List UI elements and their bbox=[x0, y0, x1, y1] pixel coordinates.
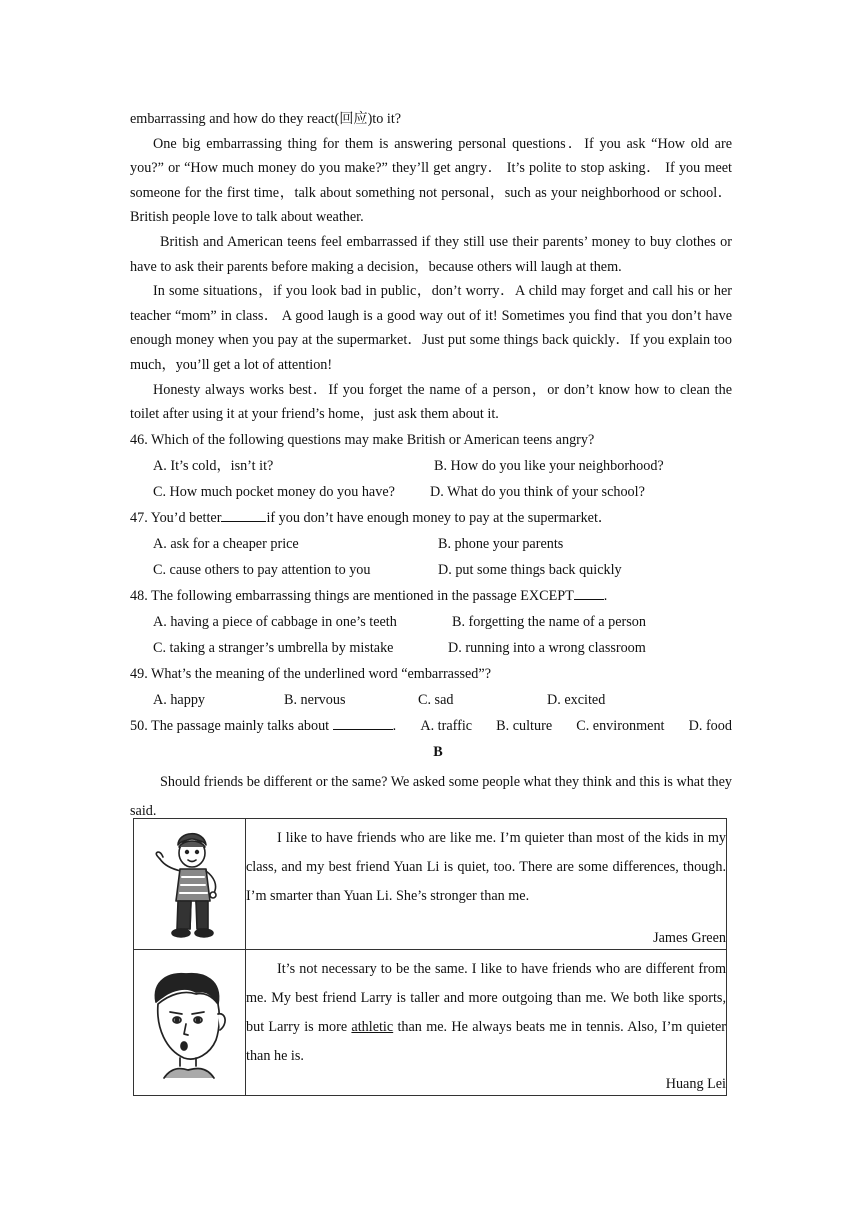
opinion-text: I like to have friends who are like me. I’m quieter than most of the kids in my class, and my best friend Yuan Li is quiet, too. There are some differences, though. I’m smarter than Yuan Li. She’s stronger than me. bbox=[246, 830, 726, 904]
question-50-stem-end: . bbox=[392, 717, 397, 734]
option-50-c[interactable]: C. environment bbox=[576, 717, 665, 734]
option-47-c[interactable]: C. cause others to pay attention to you bbox=[153, 561, 371, 578]
question-46-stem: 46. Which of the following questions may make British or American teens angry? bbox=[130, 431, 595, 448]
passage-paragraph-1: One big embarrassing thing for them is answering personal questions．If you ask “How old are you?” or “How much money do you make?” they’ll get angry． It’s polite to stop asking． If you meet someone for the first time，talk about something not personal，such as your neighborhood or school． British people love to talk about weather. bbox=[130, 135, 732, 226]
question-47-options-row2 bbox=[130, 557, 732, 583]
option-50-b[interactable]: B. culture bbox=[496, 717, 553, 734]
option-48-a[interactable]: A. having a piece of cabbage in one’s teeth bbox=[153, 613, 397, 630]
question-47-options-row1 bbox=[130, 531, 732, 557]
passage-line-question: embarrassing and how do they react(回应)to it? bbox=[130, 111, 402, 127]
table-row bbox=[134, 950, 727, 1095]
option-46-a[interactable]: A. It’s cold，isn’t it? bbox=[153, 457, 274, 474]
option-48-c[interactable]: C. taking a stranger’s umbrella by mistake bbox=[153, 639, 394, 656]
option-46-c[interactable]: C. How much pocket money do you have? bbox=[153, 483, 395, 500]
section-b-intro: Should friends be different or the same? We asked some people what they think and this is what they said. bbox=[130, 773, 733, 819]
question-50-stem-start: 50. The passage mainly talks about bbox=[130, 717, 330, 734]
option-47-d[interactable]: D. put some things back quickly bbox=[438, 561, 622, 578]
author-name: Huang Lei bbox=[665, 1075, 726, 1092]
author-name: James Green bbox=[653, 930, 726, 947]
option-46-b[interactable]: B. How do you like your neighborhood? bbox=[434, 457, 664, 474]
option-49-d[interactable]: D. excited bbox=[547, 691, 606, 708]
option-48-d[interactable]: D. running into a wrong classroom bbox=[448, 639, 646, 656]
portrait-cell bbox=[134, 950, 246, 1095]
answer-blank bbox=[574, 585, 604, 600]
opinion-text bbox=[246, 955, 726, 1070]
boy-waving-illustration bbox=[134, 819, 245, 947]
opinion-cell bbox=[246, 819, 727, 950]
portrait-cell bbox=[134, 819, 246, 950]
reading-section-a bbox=[130, 107, 732, 826]
question-47-stem bbox=[130, 505, 732, 531]
option-47-a[interactable]: A. ask for a cheaper price bbox=[153, 535, 299, 552]
passage-paragraph-4: Honesty always works best．If you forget the name of a person，or don’t know how to clean the toilet after using it at your friend’s home，just ask them about it. bbox=[130, 381, 732, 423]
option-49-c[interactable]: C. sad bbox=[418, 691, 454, 708]
question-48-stem-end: . bbox=[603, 587, 608, 604]
answer-blank bbox=[221, 507, 266, 522]
option-49-b[interactable]: B. nervous bbox=[284, 691, 346, 708]
boy-face-illustration bbox=[134, 950, 245, 1093]
option-50-d[interactable]: D. food bbox=[688, 717, 732, 734]
option-48-b[interactable]: B. forgetting the name of a person bbox=[452, 613, 646, 630]
opinion-cell bbox=[246, 950, 727, 1095]
question-46-options-row2 bbox=[130, 479, 732, 505]
question-50-stem bbox=[130, 713, 396, 739]
section-b-heading: B bbox=[433, 743, 443, 760]
opinion-text-end: than me. He always beats me in tennis. Also, I’m quieter than he is. bbox=[246, 1018, 727, 1064]
question-50 bbox=[130, 713, 732, 739]
question-47-stem-end: if you don’t have enough money to pay at the supermarket． bbox=[266, 509, 613, 526]
opinion-text-start: It’s not necessary to be the same. I like to have friends who are different from me. My best friend Larry is taller and more outgoing than me. We both like sports, but Larry is more bbox=[246, 961, 726, 1035]
option-49-a[interactable]: A. happy bbox=[153, 691, 206, 708]
question-46-options-row1 bbox=[130, 453, 732, 479]
option-46-d[interactable]: D. What do you think of your school? bbox=[430, 483, 645, 500]
underlined-word: athletic bbox=[351, 1018, 394, 1035]
question-49-options bbox=[130, 687, 732, 713]
question-49-stem: 49. What’s the meaning of the underlined word “embarrassed”? bbox=[130, 665, 491, 682]
question-48-stem bbox=[130, 583, 732, 609]
friends-opinions-table bbox=[133, 818, 727, 1096]
option-47-b[interactable]: B. phone your parents bbox=[438, 535, 564, 552]
table-row bbox=[134, 819, 727, 950]
passage-paragraph-3: In some situations，if you look bad in public，don’t worry．A child may forget and call his or her teacher “mom” in class． A good laugh is a good way out of it! Sometimes you find that you don’t have enough money when you pay at the supermarket．Just put some things back quickly．If you explain too much，you’ll get a lot of attention! bbox=[130, 283, 732, 373]
question-48-stem-start: 48. The following embarrassing things are mentioned in the passage EXCEPT bbox=[130, 587, 574, 604]
answer-blank bbox=[333, 715, 393, 730]
question-48-options-row2 bbox=[130, 635, 732, 661]
passage-paragraph-2: British and American teens feel embarrassed if they still use their parents’ money to buy clothes or have to ask their parents before making a decision，because others will laugh at them. bbox=[130, 233, 732, 275]
question-47-stem-start: 47. You’d better bbox=[130, 509, 222, 526]
question-48-options-row1 bbox=[130, 609, 732, 635]
option-50-a[interactable]: A. traffic bbox=[420, 717, 473, 734]
